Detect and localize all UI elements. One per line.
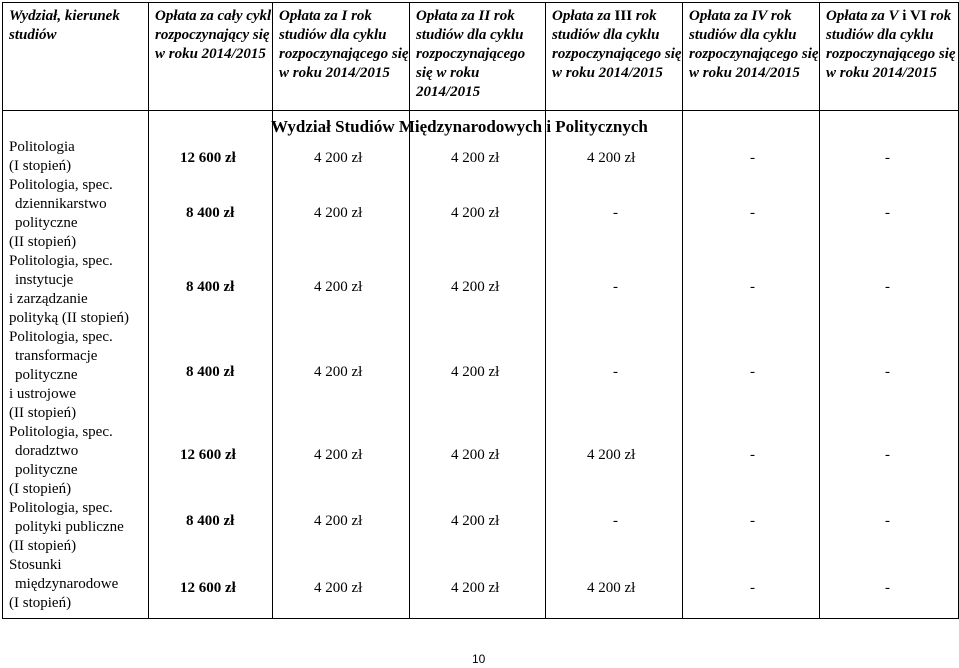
fee-year-4: - — [750, 150, 755, 166]
header-row — [3, 3, 959, 111]
header-year-1: Opłata za I rok studiów dla cyklu rozpoczynającego się w roku 2014/2015 — [273, 3, 410, 111]
name-line: Stosunki — [9, 557, 62, 573]
fee-total: 8 400 zł — [186, 513, 235, 529]
header-year-3-b: rok studiów dla cyklu rozpoczynającego się w roku 2014/2015 — [552, 8, 682, 81]
header-year-56-a: Opłata za — [826, 8, 889, 24]
fee-year-2: 4 200 zł — [451, 580, 500, 596]
name-line: (I stopień) — [9, 595, 72, 611]
fee-year-4: - — [750, 513, 755, 529]
fee-year-3: 4 200 zł — [587, 447, 636, 463]
fee-total: 12 600 zł — [180, 447, 236, 463]
header-year-56-b: rok studiów dla cyklu rozpoczynającego się w roku 2014/2015 — [826, 8, 956, 81]
name-line: (I stopień) — [9, 481, 72, 497]
fee-year-2: 4 200 zł — [451, 279, 500, 295]
fee-year-3: - — [613, 364, 618, 380]
header-year-3 — [546, 3, 683, 111]
fee-year-4: - — [750, 447, 755, 463]
fee-year-2: 4 200 zł — [451, 447, 500, 463]
header-year-56-roman: V — [888, 8, 899, 24]
header-year-3-roman: III — [614, 8, 633, 24]
name-line: dziennikarstwo — [15, 196, 107, 212]
fee-year-5-6: - — [885, 447, 890, 463]
header-year-5-6 — [820, 3, 959, 111]
header-year-56-mid: i — [898, 8, 910, 24]
fee-total: 8 400 zł — [186, 205, 235, 221]
fee-total: 8 400 zł — [186, 279, 235, 295]
name-line: (I stopień) — [9, 158, 72, 174]
fee-year-3: 4 200 zł — [587, 580, 636, 596]
fee-year-5-6: - — [885, 580, 890, 596]
fee-total: 12 600 zł — [180, 150, 236, 166]
header-total-cycle: Opłata za cały cykl rozpoczynający się w roku 2014/2015 — [149, 3, 273, 111]
name-line: polityczne — [15, 462, 78, 478]
fee-year-3: - — [613, 513, 618, 529]
fee-year-2: 4 200 zł — [451, 364, 500, 380]
header-faculty: Wydział, kierunek studiów — [3, 3, 149, 111]
fee-year-1: 4 200 zł — [314, 150, 363, 166]
name-line: polityczne — [15, 367, 78, 383]
fee-year-4: - — [750, 205, 755, 221]
fee-year-1: 4 200 zł — [314, 364, 363, 380]
fee-year-5-6: - — [885, 513, 890, 529]
fee-year-2: 4 200 zł — [451, 513, 500, 529]
name-line: instytucje — [15, 272, 74, 288]
fee-year-5-6: - — [885, 205, 890, 221]
name-line: (II stopień) — [9, 405, 77, 421]
fee-year-1: 4 200 zł — [314, 447, 363, 463]
programme-names — [3, 111, 149, 619]
name-line: doradztwo — [15, 443, 79, 459]
name-line: Politologia, spec. — [9, 177, 113, 193]
fee-year-1: 4 200 zł — [314, 205, 363, 221]
header-year-2: Opłata za II rok studiów dla cyklu rozpoczynającego się w roku 2014/2015 — [410, 3, 546, 111]
name-line: Politologia, spec. — [9, 424, 113, 440]
page-number: 10 — [472, 652, 486, 666]
name-line: międzynarodowe — [15, 576, 119, 592]
header-year-3-a: Opłata za — [552, 8, 615, 24]
fee-year-4: - — [750, 279, 755, 295]
name-line: Politologia, spec. — [9, 329, 113, 345]
fee-year-2: 4 200 zł — [451, 205, 500, 221]
name-line: i zarządzanie — [9, 291, 88, 307]
name-line: polityczne — [15, 215, 78, 231]
fee-year-1: 4 200 zł — [314, 580, 363, 596]
fee-year-1: 4 200 zł — [314, 513, 363, 529]
fee-year-1: 4 200 zł — [314, 279, 363, 295]
header-year-56-roman2: VI — [909, 8, 927, 24]
name-line: Politologia — [9, 139, 75, 155]
header-year-4: Opłata za IV rok studiów dla cyklu rozpoczynającego się w roku 2014/2015 — [683, 3, 820, 111]
name-line: Politologia, spec. — [9, 253, 113, 269]
fee-year-5-6: - — [885, 150, 890, 166]
fee-year-3: 4 200 zł — [587, 150, 636, 166]
department-title: Wydział Studiów Międzynarodowych i Politycznych — [271, 117, 648, 136]
fee-year-3: - — [613, 279, 618, 295]
fee-year-4: - — [750, 580, 755, 596]
fee-year-2: 4 200 zł — [451, 150, 500, 166]
fee-year-5-6: - — [885, 279, 890, 295]
fee-year-3: - — [613, 205, 618, 221]
name-line: polityką (II stopień) — [9, 310, 129, 326]
fee-year-5-6: - — [885, 364, 890, 380]
name-line: Politologia, spec. — [9, 500, 113, 516]
fee-year-4: - — [750, 364, 755, 380]
name-line: (II stopień) — [9, 538, 77, 554]
fee-total: 8 400 zł — [186, 364, 235, 380]
name-line: i ustrojowe — [9, 386, 77, 402]
fee-total: 12 600 zł — [180, 580, 236, 596]
name-line: transformacje — [15, 348, 98, 364]
name-line: polityki publiczne — [15, 519, 124, 535]
name-line: (II stopień) — [9, 234, 77, 250]
